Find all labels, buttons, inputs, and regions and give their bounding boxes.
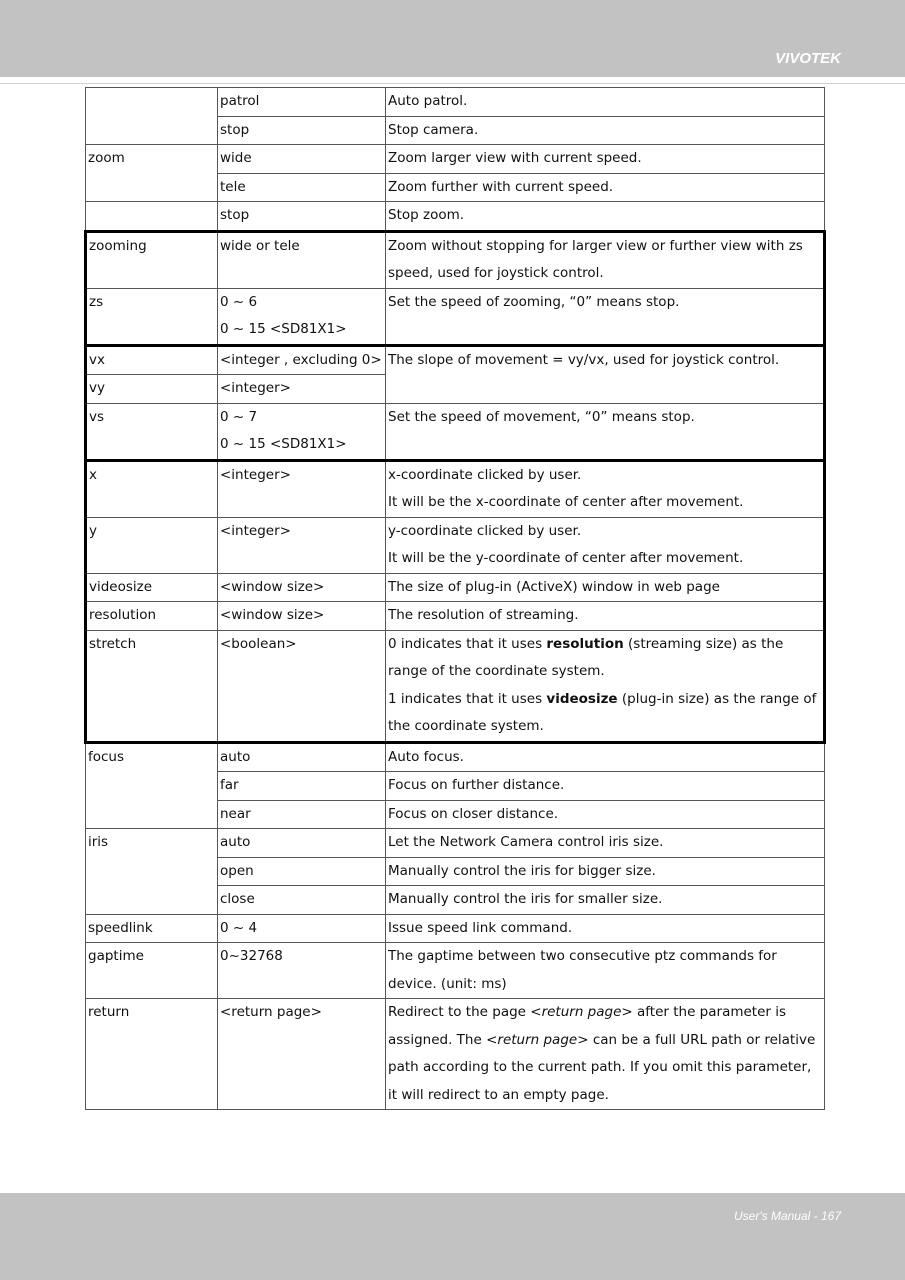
table-row: stop Stop zoom. (86, 202, 825, 232)
table-row: resolution <window size> The resolution of streaming. (86, 602, 825, 631)
table-row: close Manually control the iris for smaller size. (86, 886, 825, 915)
table-row: return <return page> Redirect to the page <return page> after the parameter is assigned. The <return page> can be a full URL path or relative path according to the current path. If you omit this parameter, it will redirect to an empty page. (86, 999, 825, 1110)
table-row: vs 0 ~ 7 0 ~ 15 <SD81X1> Set the speed of movement, “0” means stop. (86, 403, 825, 460)
brand-logo: VIVOTEK (775, 50, 841, 67)
table-row: tele Zoom further with current speed. (86, 173, 825, 202)
table-row: zooming wide or tele Zoom without stopping for larger view or further view with zs speed, used for joystick control. (86, 231, 825, 288)
table-row: stop Stop camera. (86, 116, 825, 145)
table-row: x <integer> x-coordinate clicked by user. It will be the x-coordinate of center after movement. (86, 460, 825, 517)
table-row: vx <integer , excluding 0> The slope of movement = vy/vx, used for joystick control. (86, 345, 825, 375)
table-row: zoom wide Zoom larger view with current speed. (86, 145, 825, 174)
table-row: near Focus on closer distance. (86, 800, 825, 829)
table-row: far Focus on further distance. (86, 772, 825, 801)
table-row: y <integer> y-coordinate clicked by user. It will be the y-coordinate of center after movement. (86, 517, 825, 573)
table-row: patrol Auto patrol. (86, 88, 825, 117)
table-row: stretch <boolean> 0 indicates that it uses resolution (streaming size) as the range of the coordinate system. 1 indicates that it uses videosize (plug-in size) as the range of the coordinate system. (86, 630, 825, 742)
table-row: speedlink 0 ~ 4 Issue speed link command. (86, 914, 825, 943)
table-row: videosize <window size> The size of plug-in (ActiveX) window in web page (86, 573, 825, 602)
page-number: User's Manual - 167 (733, 1209, 841, 1223)
table-row: open Manually control the iris for bigger size. (86, 857, 825, 886)
table-row: gaptime 0~32768 The gaptime between two consecutive ptz commands for device. (unit: ms) (86, 943, 825, 999)
parameter-table (84, 87, 826, 1110)
page-header (0, 0, 905, 77)
page-footer (0, 1193, 905, 1280)
table-row: zs 0 ~ 6 0 ~ 15 <SD81X1> Set the speed of zooming, “0” means stop. (86, 288, 825, 345)
table-row: vy <integer> (86, 375, 825, 404)
table-row: focus auto Auto focus. (86, 742, 825, 772)
header-divider (0, 83, 905, 84)
table-row: iris auto Let the Network Camera control iris size. (86, 829, 825, 858)
